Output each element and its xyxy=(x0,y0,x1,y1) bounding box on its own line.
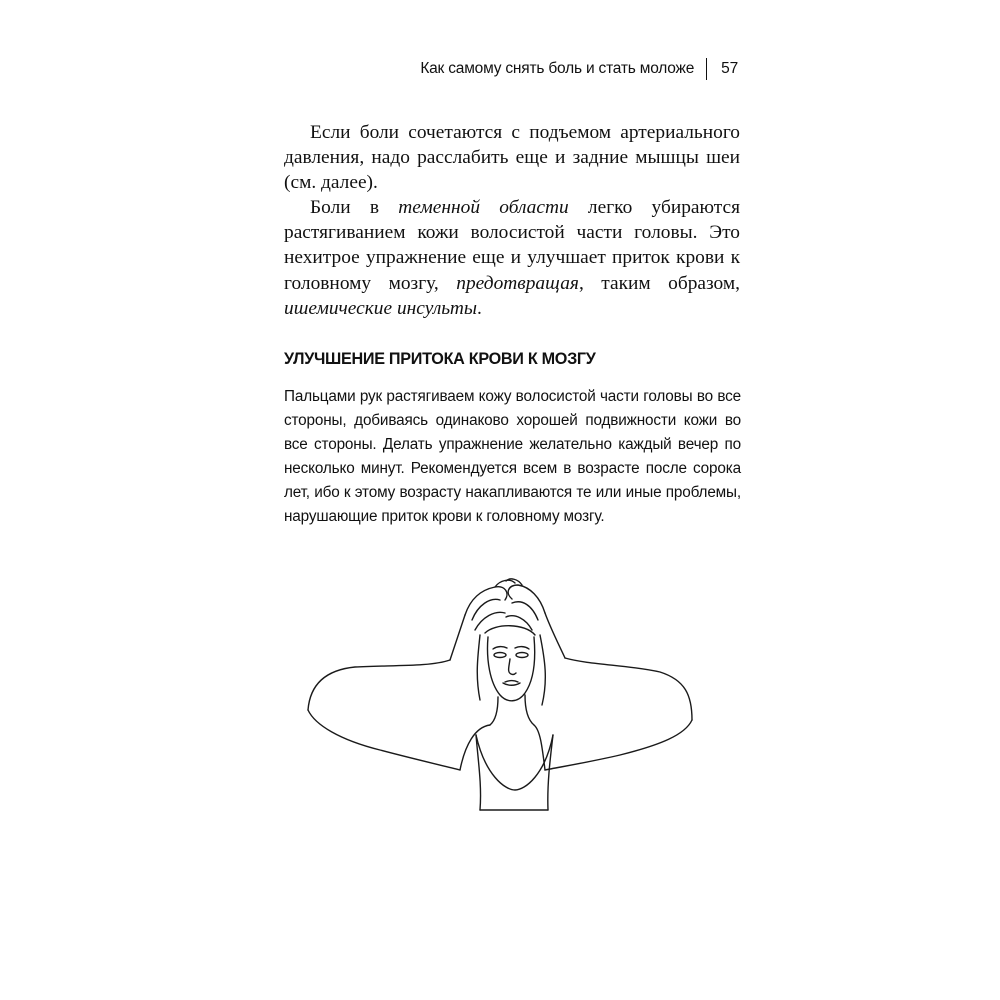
running-title: Как самому снять боль и стать моложе xyxy=(420,60,695,77)
page-number: 57 xyxy=(721,60,738,77)
text-run: легко убираются растягиванием кожи волосистой части головы. Это нехитрое упражнение еще и улучшает приток крови к головному мозгу, xyxy=(284,197,740,294)
woman-scalp-massage-illustration xyxy=(300,575,700,825)
emphasis-parietal-region: теменной области xyxy=(398,197,569,219)
emphasis-preventing: предотвращая xyxy=(456,272,579,294)
header-divider xyxy=(706,58,707,80)
intro-paragraph-2 xyxy=(284,195,740,320)
line-drawing xyxy=(300,575,700,825)
intro-text xyxy=(284,120,740,321)
text-run: Боли в xyxy=(310,197,399,219)
text-run: , таким образом, xyxy=(578,272,740,294)
exercise-paragraph: Пальцами рук растягиваем кожу волосистой части головы во все стороны, добиваясь одинаково хорошей подвижности кожи во все стороны. Делать упражнение желательно каждый вечер по несколько минут. Рекомендуется всем в возрасте после сорока лет, ибо к этому возрасту накапливаются те или иные проблемы, нарушающие приток крови к головному мозгу. xyxy=(284,388,741,525)
exercise-description xyxy=(284,385,741,528)
running-header xyxy=(420,58,738,80)
intro-paragraph-1: Если боли сочетаются с подъемом артериального давления, надо расслабить еще и задние мышцы шеи (см. далее). xyxy=(284,122,740,194)
section-heading: УЛУЧШЕНИЕ ПРИТОКА КРОВИ К МОЗГУ xyxy=(284,350,596,368)
emphasis-ischemic-strokes: ишемические инсульты xyxy=(284,297,477,319)
text-run: . xyxy=(477,297,482,319)
